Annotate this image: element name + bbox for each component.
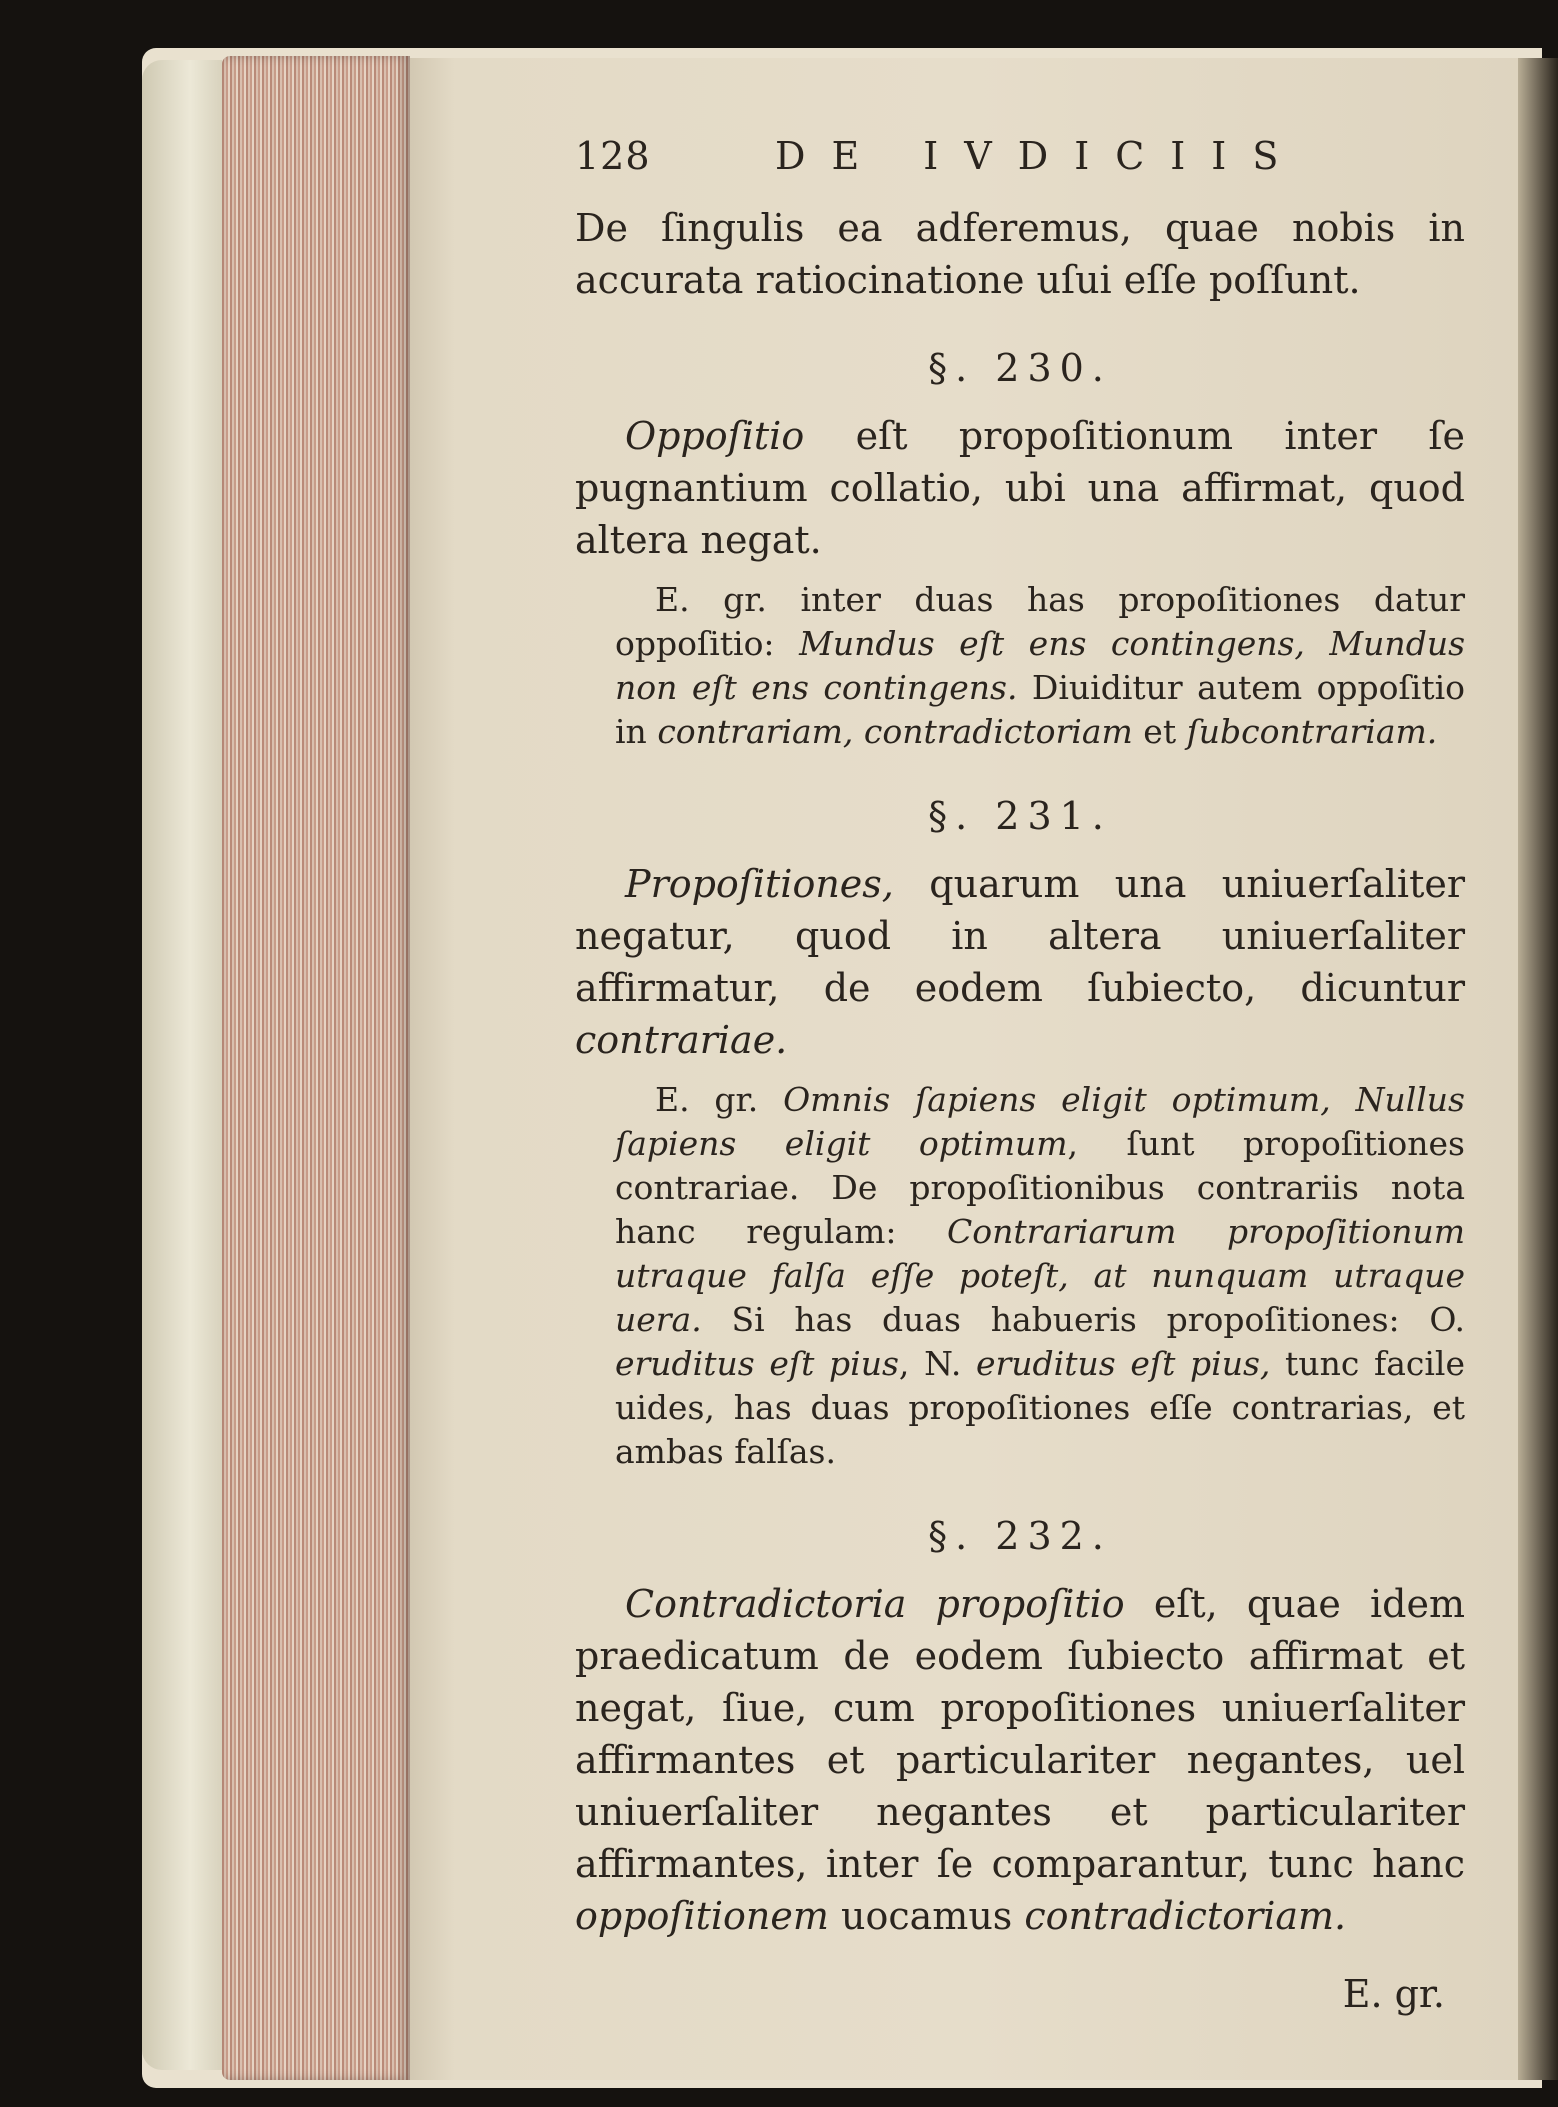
term: contrariae. [575, 1018, 788, 1062]
section-text: eſt, quae idem praedicatum de eodem ſubiecto affirmat et negat, ſiue, cum propoſitiones uniuerſaliter affirmantes et particulariter negantes, uel uniuerſaliter negantes et particulariter affirmantes, inter ſe comparantur, tunc hanc [575, 1582, 1465, 1886]
section-231-text [575, 858, 1465, 1066]
page-edges [222, 56, 410, 2080]
note-text: et [1132, 712, 1187, 751]
term: Propoſitiones, [625, 862, 894, 906]
note-text: E. gr. [655, 1080, 784, 1119]
note-term: eruditus eſt pius, [976, 1344, 1271, 1383]
section-230-text [575, 410, 1465, 566]
term: Contradictoria propoſitio [625, 1582, 1125, 1626]
section-mark-230: §. 230. [928, 346, 1112, 390]
note-term: Omnis ſapiens eligit optimum, Nullus ſapiens eligit optimum [615, 1080, 1465, 1163]
note-text: tunc facile uides, has duas propoſitiones eſſe contrarias, et ambas falſas. [615, 1344, 1465, 1471]
note-text: , ſunt propoſitiones contrariae. De propoſitionibus contrariis nota hanc regulam: [615, 1124, 1465, 1251]
note-text: Diuiditur autem oppoſitio in [615, 668, 1465, 751]
section-text: uocamus [828, 1894, 1025, 1938]
catchword: E. gr. [1342, 1972, 1445, 2016]
note-term: ſubcontrariam. [1186, 712, 1438, 751]
running-title: DE IVDICIIS [775, 134, 1305, 178]
page-number: 128 [575, 134, 651, 178]
section-mark-232: §. 232. [928, 1514, 1112, 1558]
section-text: eſt propoſitionum inter ſe pugnantium collatio, ubi una affirmat, quod altera negat. [575, 414, 1465, 562]
page-content [575, 130, 1465, 2020]
note-term: Mundus eſt ens contingens, Mundus non eſt ens contingens. [615, 624, 1466, 707]
note-term: contrariam, contradictoriam [657, 712, 1133, 751]
intro-paragraph: De ſingulis ea adferemus, quae nobis in accurata ratiocinatione uſui eſſe poſſunt. [575, 206, 1465, 302]
note-text: E. gr. inter duas has propoſitiones datur oppoſitio: [615, 580, 1465, 663]
section-mark-231: §. 231. [928, 794, 1112, 838]
section-230-note [615, 578, 1465, 754]
term: Oppoſitio [625, 414, 805, 458]
term: contradictoriam. [1024, 1894, 1347, 1938]
section-text: quarum una uniuerſaliter negatur, quod in altera uniuerſaliter affirmatur, de eodem ſubiecto, dicuntur [575, 862, 1465, 1010]
note-term: Contrariarum propoſitionum utraque falſa eſſe poteſt, at nunquam utraque uera. [615, 1212, 1465, 1339]
note-term: eruditus eſt pius [615, 1344, 899, 1383]
section-231-note [615, 1078, 1465, 1474]
note-text: , N. [898, 1344, 976, 1383]
section-232-text [575, 1578, 1465, 1942]
note-text: Si has duas habueris propoſitiones: O. [701, 1300, 1465, 1339]
page-gutter-shadow [1518, 58, 1558, 2080]
term: oppoſitionem [575, 1894, 829, 1938]
book-spine [142, 60, 222, 2070]
running-head [575, 130, 1465, 182]
